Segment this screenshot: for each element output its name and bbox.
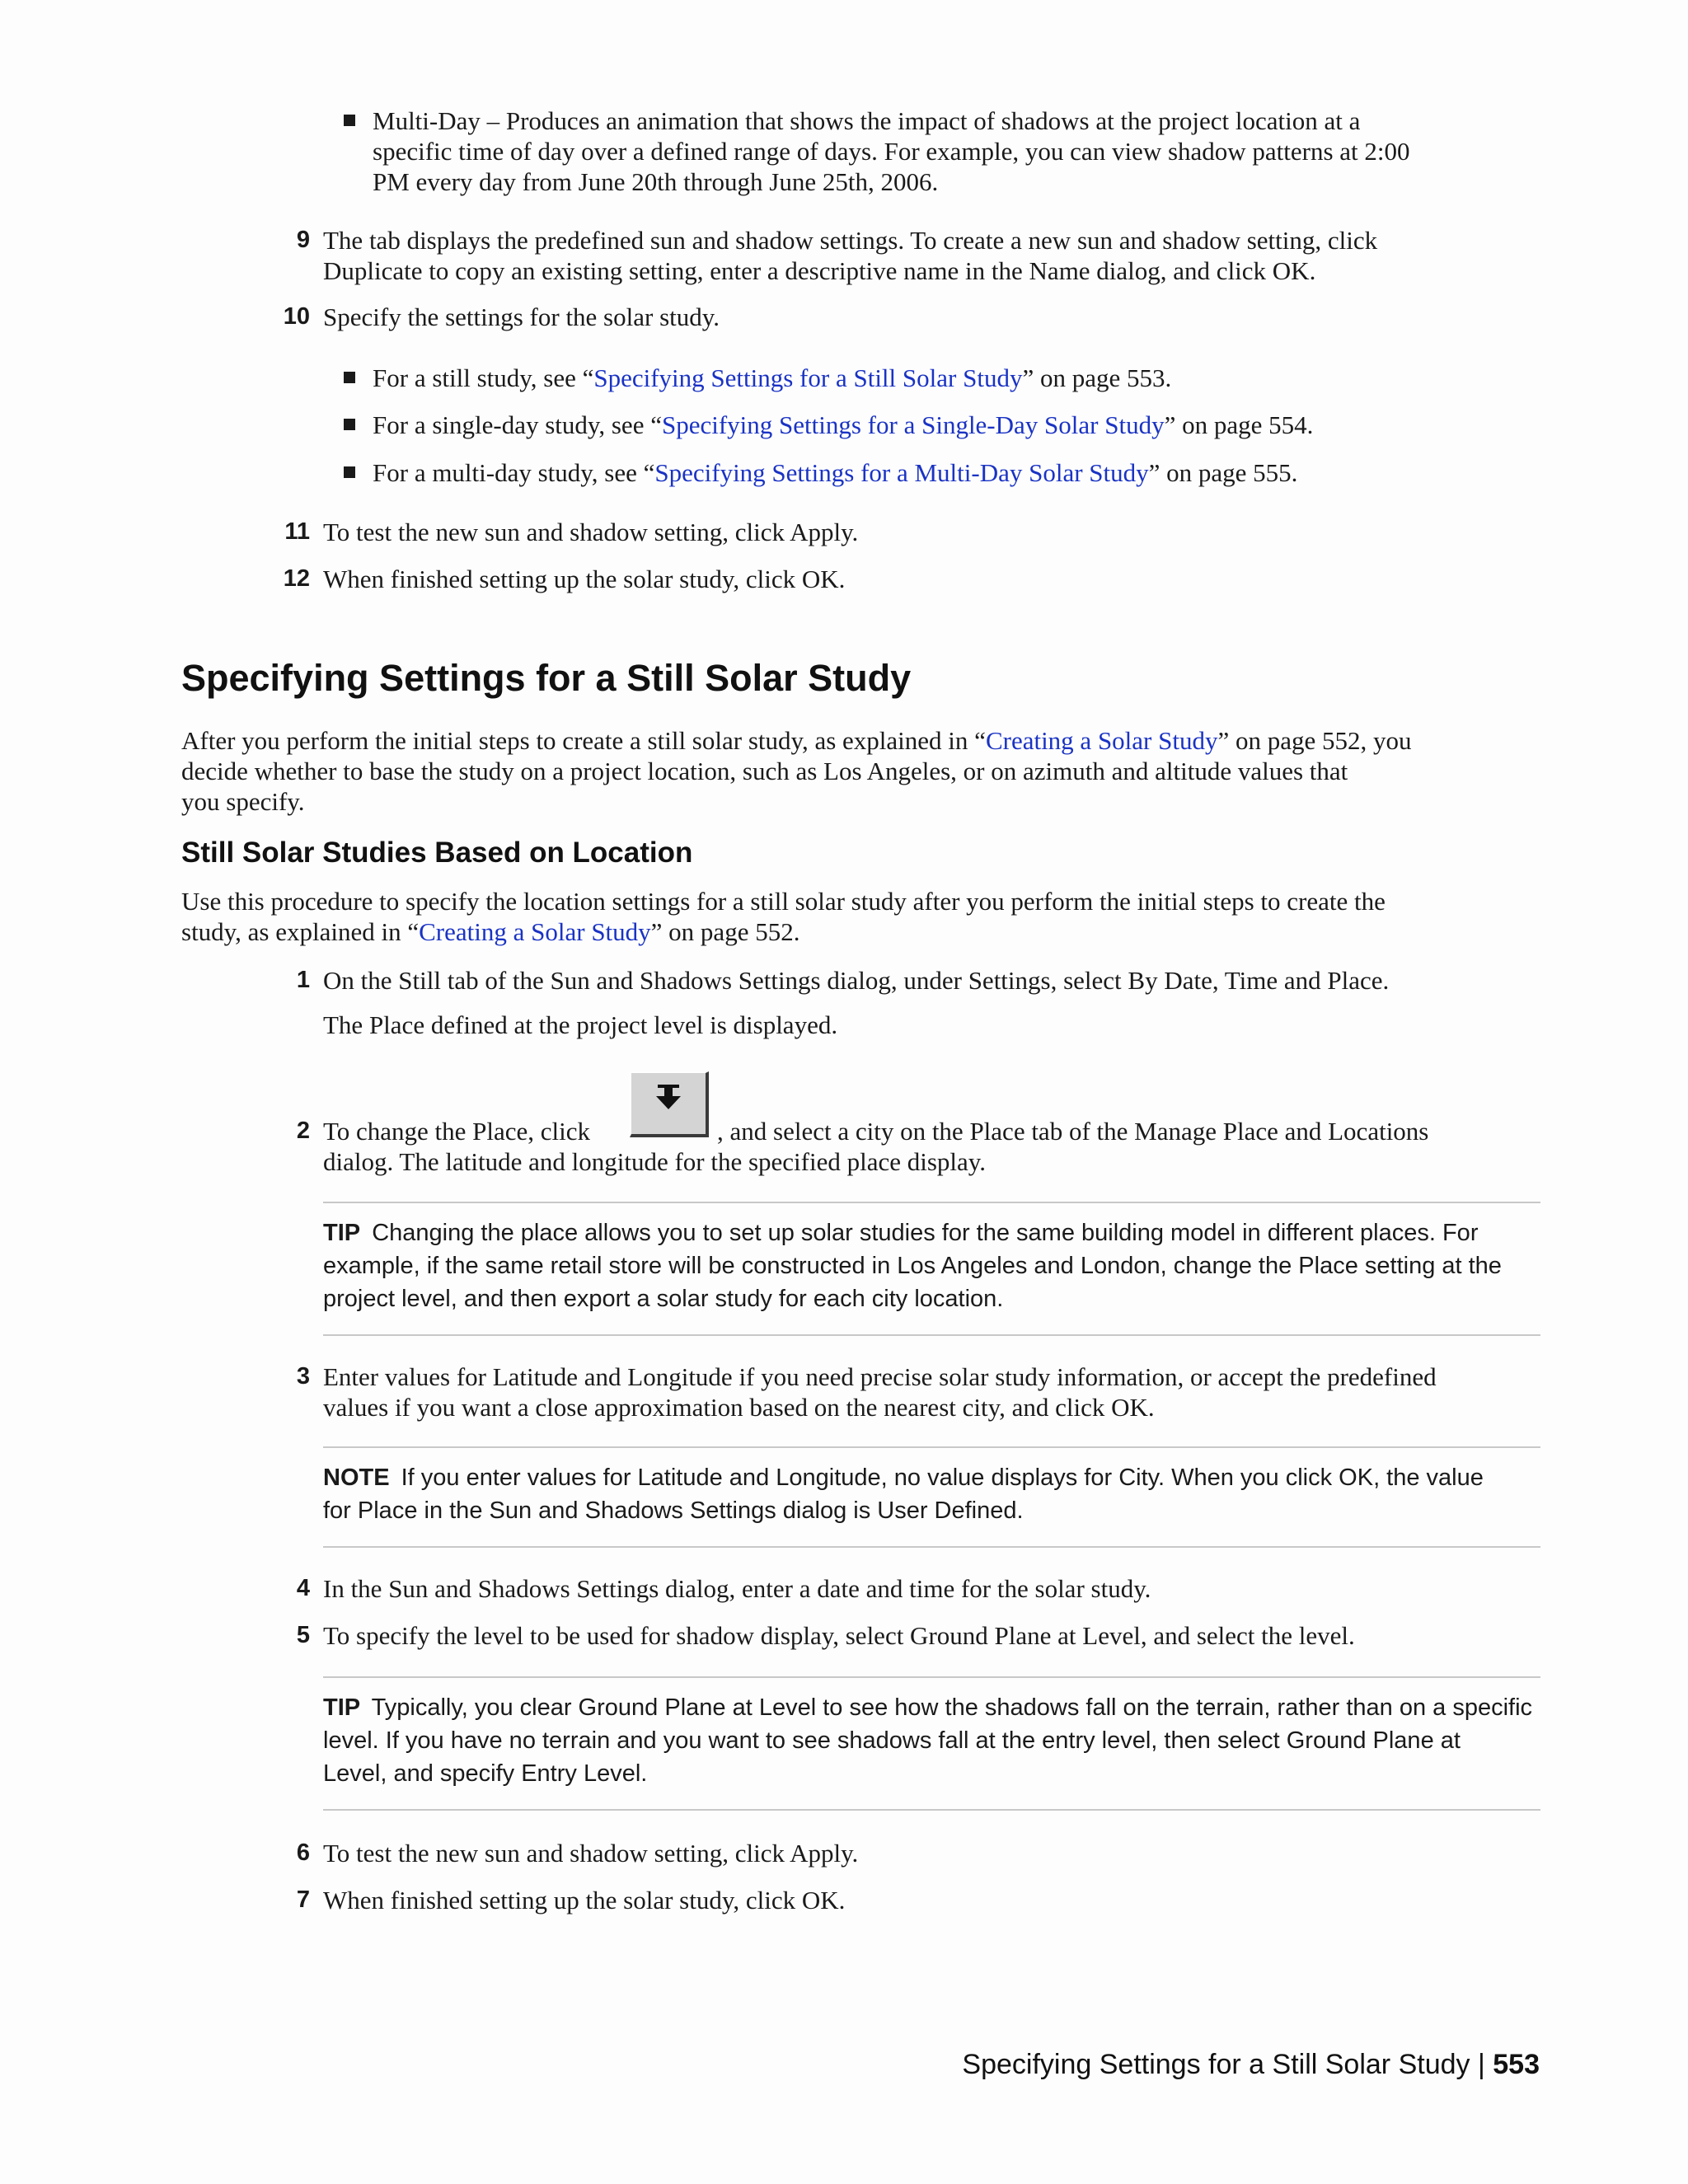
subsection-title: Still Solar Studies Based on Location xyxy=(181,837,693,869)
step-6-text: To test the new sun and shadow setting, click Apply. xyxy=(323,1839,859,1868)
step-number: 3 xyxy=(296,1363,310,1390)
bullet-line: Multi-Day – Produces an animation that shows the impact of shadows at the project location at a xyxy=(373,106,1361,135)
step-2-text-post: , and select a city on the Place tab of the Manage Place and Locations xyxy=(717,1117,1429,1146)
step-1-text: On the Still tab of the Sun and Shadows Settings dialog, under Settings, select By Date, Time and Place. xyxy=(323,966,1390,995)
step-3-text xyxy=(323,1361,1551,1422)
footer-title: Specifying Settings for a Still Solar Study xyxy=(962,2049,1470,2080)
step-1-subtext: The Place defined at the project level is displayed. xyxy=(323,1010,838,1039)
bullet-multi-day xyxy=(373,105,1551,197)
bullet-icon xyxy=(344,115,355,126)
bullet-single-day-study xyxy=(373,410,1313,440)
bullet-text: ” on page 554. xyxy=(1164,410,1314,439)
tip-line: example, if the same retail store will be constructed in Los Angeles and London, change the Place setting at the xyxy=(323,1253,1502,1279)
bullet-icon xyxy=(344,466,355,478)
step-number: 10 xyxy=(283,303,310,330)
tip-line xyxy=(323,1691,1551,1724)
bullet-text: For a multi-day study, see “ xyxy=(373,458,655,487)
step-9-text xyxy=(323,225,1551,286)
divider xyxy=(323,1446,1540,1448)
step-2-line2: dialog. The latitude and longitude for the specified place display. xyxy=(323,1147,987,1176)
step-2-text-pre: To change the Place, click xyxy=(323,1117,591,1146)
footer-separator: | xyxy=(1477,2049,1485,2080)
note-text: If you enter values for Latitude and Longitude, no value displays for City. When you click OK, the value xyxy=(401,1465,1484,1491)
step-line: values if you want a close approximation based on the nearest city, and click OK. xyxy=(323,1393,1155,1422)
step-number: 5 xyxy=(296,1622,310,1648)
note-line: for Place in the Sun and Shadows Settings dialog is User Defined. xyxy=(323,1497,1024,1524)
page-number: 553 xyxy=(1493,2049,1540,2080)
section-title: Specifying Settings for a Still Solar Study xyxy=(181,657,912,699)
step-number: 7 xyxy=(296,1886,310,1913)
intro-line: decide whether to base the study on a project location, such as Los Angeles, or on azimuth and altitude values that xyxy=(181,757,1348,785)
step-12-text: When finished setting up the solar study, click OK. xyxy=(323,565,846,593)
step-number: 6 xyxy=(296,1840,310,1866)
step-number: 1 xyxy=(296,967,310,993)
tip-box xyxy=(323,1216,1551,1315)
step-4-text: In the Sun and Shadows Settings dialog, enter a date and time for the solar study. xyxy=(323,1574,1151,1603)
link-creating-solar-study[interactable]: Creating a Solar Study xyxy=(419,917,651,946)
step-number: 4 xyxy=(296,1575,310,1601)
bullet-text: ” on page 553. xyxy=(1022,363,1172,392)
bullet-multi-day-study xyxy=(373,457,1297,488)
link-single-day-solar-study[interactable]: Specifying Settings for a Single-Day Solar Study xyxy=(661,410,1165,439)
tip-line: project level, and then export a solar study for each city location. xyxy=(323,1286,1004,1312)
note-line xyxy=(323,1461,1551,1494)
step-number: 2 xyxy=(296,1118,310,1144)
link-creating-solar-study[interactable]: Creating a Solar Study xyxy=(985,726,1218,755)
page-footer xyxy=(962,2048,1540,2081)
step-7-text: When finished setting up the solar study, click OK. xyxy=(323,1886,846,1915)
step-line: Enter values for Latitude and Longitude if you need precise solar study information, or accept the predefined xyxy=(323,1362,1437,1391)
tip-label: TIP xyxy=(323,1220,361,1246)
bullet-line: specific time of day over a defined range of days. For example, you can view shadow patterns at 2:00 xyxy=(373,137,1410,166)
bullet-icon xyxy=(344,419,355,430)
browse-place-button[interactable] xyxy=(630,1071,709,1137)
intro-text: ” on page 552, you xyxy=(1217,726,1412,755)
link-multi-day-solar-study[interactable]: Specifying Settings for a Multi-Day Solar Study xyxy=(654,458,1149,487)
tip-label: TIP xyxy=(323,1694,361,1721)
tip-box xyxy=(323,1691,1551,1790)
step-number: 12 xyxy=(283,565,310,592)
bullet-line: PM every day from June 20th through June 25th, 2006. xyxy=(373,167,939,196)
step-line: Duplicate to copy an existing setting, enter a descriptive name in the Name dialog, and click OK. xyxy=(323,256,1316,285)
divider xyxy=(323,1334,1540,1336)
step-number: 11 xyxy=(284,518,310,545)
procedure-line: Use this procedure to specify the location settings for a still solar study after you perform the initial steps to create the xyxy=(181,887,1386,916)
tip-line xyxy=(323,1216,1551,1249)
step-number: 9 xyxy=(296,227,310,253)
step-11-text: To test the new sun and shadow setting, click Apply. xyxy=(323,518,859,546)
arrow-down-icon xyxy=(631,1073,706,1134)
procedure-intro xyxy=(181,886,1558,947)
link-still-solar-study[interactable]: Specifying Settings for a Still Solar Study xyxy=(593,363,1023,392)
bullet-text: For a still study, see “ xyxy=(373,363,594,392)
tip-line: level. If you have no terrain and you want to see shadows fall at the entry level, then select Ground Plane at xyxy=(323,1727,1461,1754)
tip-text: Typically, you clear Ground Plane at Level to see how the shadows fall on the terrain, rather than on a specific xyxy=(371,1694,1533,1721)
procedure-text: ” on page 552. xyxy=(650,917,800,946)
intro-text: After you perform the initial steps to create a still solar study, as explained in “ xyxy=(181,726,986,755)
bullet-text: ” on page 555. xyxy=(1148,458,1298,487)
section-intro xyxy=(181,725,1558,817)
tip-text: Changing the place allows you to set up solar studies for the same building model in different places. For xyxy=(372,1220,1479,1246)
step-5-text: To specify the level to be used for shadow display, select Ground Plane at Level, and select the level. xyxy=(323,1621,1355,1650)
intro-line: you specify. xyxy=(181,787,305,816)
procedure-text: study, as explained in “ xyxy=(181,917,420,946)
divider xyxy=(323,1202,1540,1203)
tip-line: Level, and specify Entry Level. xyxy=(323,1760,648,1787)
divider xyxy=(323,1676,1540,1678)
procedure-line xyxy=(181,916,1558,947)
bullet-icon xyxy=(344,372,355,383)
bullet-text: For a single-day study, see “ xyxy=(373,410,662,439)
step-line: The tab displays the predefined sun and shadow settings. To create a new sun and shadow setting, click xyxy=(323,226,1378,255)
step-10-text: Specify the settings for the solar study. xyxy=(323,302,720,331)
intro-line xyxy=(181,725,1558,756)
note-box xyxy=(323,1461,1551,1527)
divider xyxy=(323,1809,1540,1811)
bullet-still-study xyxy=(373,363,1171,393)
note-label: NOTE xyxy=(323,1465,390,1491)
divider xyxy=(323,1546,1540,1548)
